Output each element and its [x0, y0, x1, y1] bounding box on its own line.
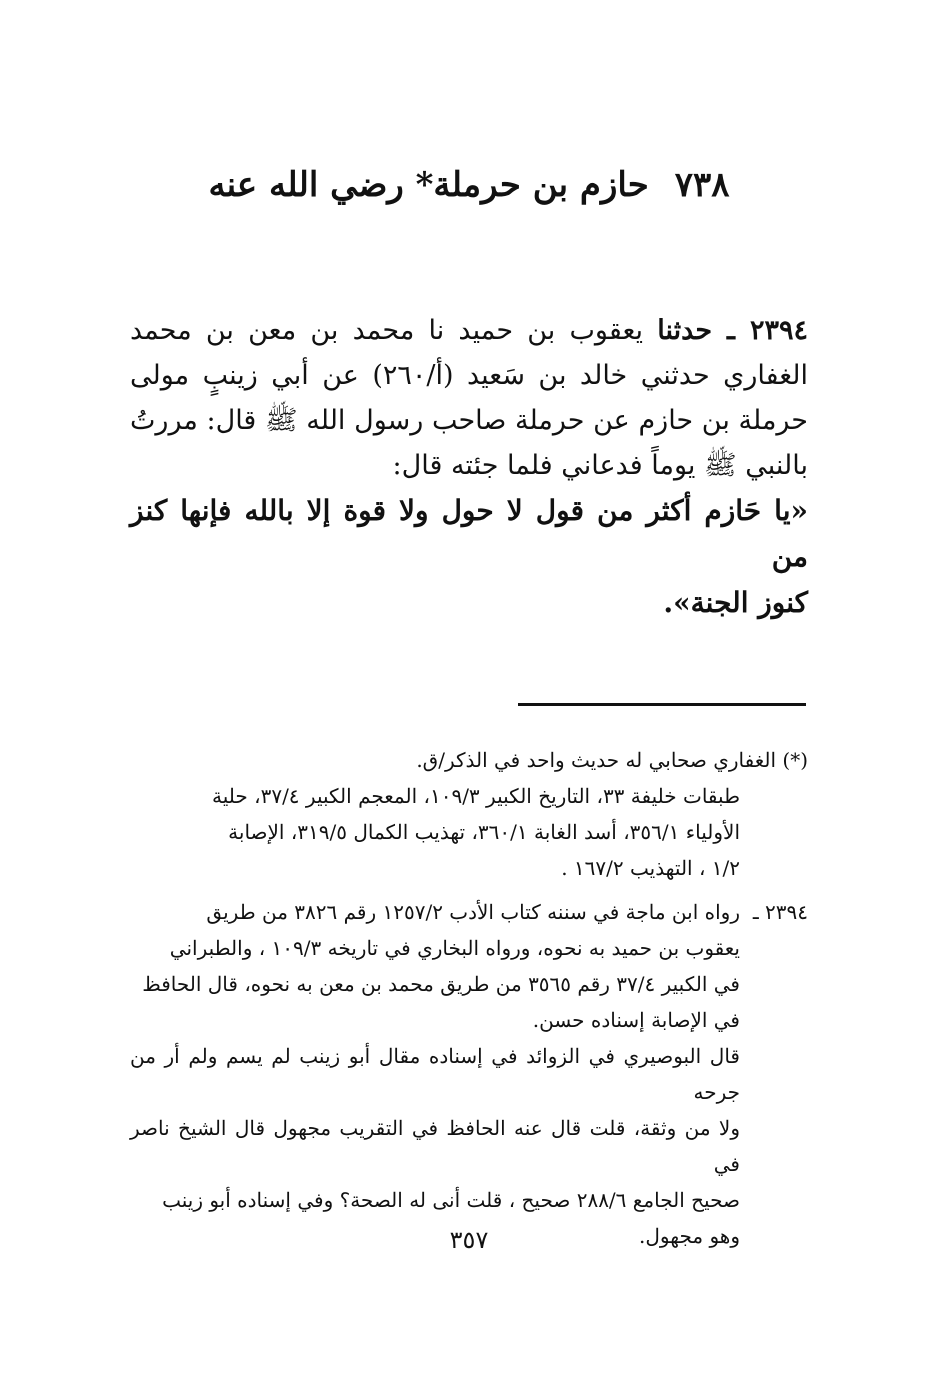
hadith-text [130, 308, 808, 626]
hadith-quote-line: «يا حَازم أكثر من قول لا حول ولا قوة إلا بالله فإنها كنز من [130, 494, 808, 573]
footnotes [130, 742, 808, 1262]
hadith-quote [130, 488, 808, 626]
footnote-star-first-line [130, 742, 808, 778]
hadith-number-lead: ٢٣٩٤ ـ حدثنا [657, 315, 808, 346]
footnote-line: الأولياء ٣٥٦/١، أسد الغابة ٣٦٠/١، تهذيب الكمال ٣١٩/٥، الإصابة [228, 820, 740, 844]
page-number: ٣٥٧ [449, 1226, 489, 1254]
footnote-line: في الإصابة إسناده حسن. [532, 1008, 740, 1032]
footnote-star-marker: (*) [782, 748, 808, 772]
footnote-line: قال البوصيري في الزوائد في إسناده مقال أبو زينب لم يسم ولم أر من جرحه [130, 1044, 740, 1104]
footnote-line: ١/٢ ، التهذيب ١٦٧/٢ . [561, 856, 740, 880]
hadith-isnad: يعقوب بن حميد نا محمد بن معن بن محمد الغفاري حدثني خالد بن سَعيد (أ/٢٦٠) عن أبي زينبٍ مولى حرملة بن حازم عن حرملة صاحب رسول الله ﷺ قال: مررتُ بالنبي ﷺ يوماً فدعاني فلما جئته قال: [130, 315, 808, 481]
entry-heading [0, 160, 938, 210]
footnote-2394 [130, 894, 808, 1254]
footnote-star-text: الغفاري صحابي له حديث واحد في الذكر/ق. [416, 748, 777, 772]
footnote-star [130, 742, 808, 886]
entry-title: حازم بن حرملة* رضي الله عنه [208, 165, 649, 205]
hadith-isnad-paragraph [130, 308, 808, 488]
footnote-line: وهو مجهول. [639, 1224, 740, 1248]
hadith-quote-line: كنوز الجنة». [663, 586, 808, 619]
footnote-separator [518, 703, 806, 706]
footnote-line: صحيح الجامع ٢٨٨/٦ صحيح ، قلت أنى له الصحة؟ وفي إسناده أبو زينب [162, 1188, 740, 1212]
footnote-line: يعقوب بن حميد به نحوه، ورواه البخاري في تاريخه ١٠٩/٣ ، والطبراني [169, 936, 740, 960]
footnote-line: طبقات خليفة ٣٣، التاريخ الكبير ١٠٩/٣، المعجم الكبير ٣٧/٤، حلية [212, 784, 740, 808]
entry-number: ٧٣٨ [674, 165, 730, 205]
footnote-line: في الكبير ٣٧/٤ رقم ٣٥٦٥ من طريق محمد بن معن به نحوه، قال الحافظ [142, 972, 740, 996]
footnote-2394-marker: ٢٣٩٤ ـ [752, 900, 808, 924]
footnote-line: رواه ابن ماجة في سننه كتاب الأدب ١٢٥٧/٢ رقم ٣٨٢٦ من طريق [206, 900, 740, 924]
footnote-line: ولا من وثقة، قلت قال عنه الحافظ في التقريب مجهول قال الشيخ ناصر في [130, 1116, 740, 1176]
